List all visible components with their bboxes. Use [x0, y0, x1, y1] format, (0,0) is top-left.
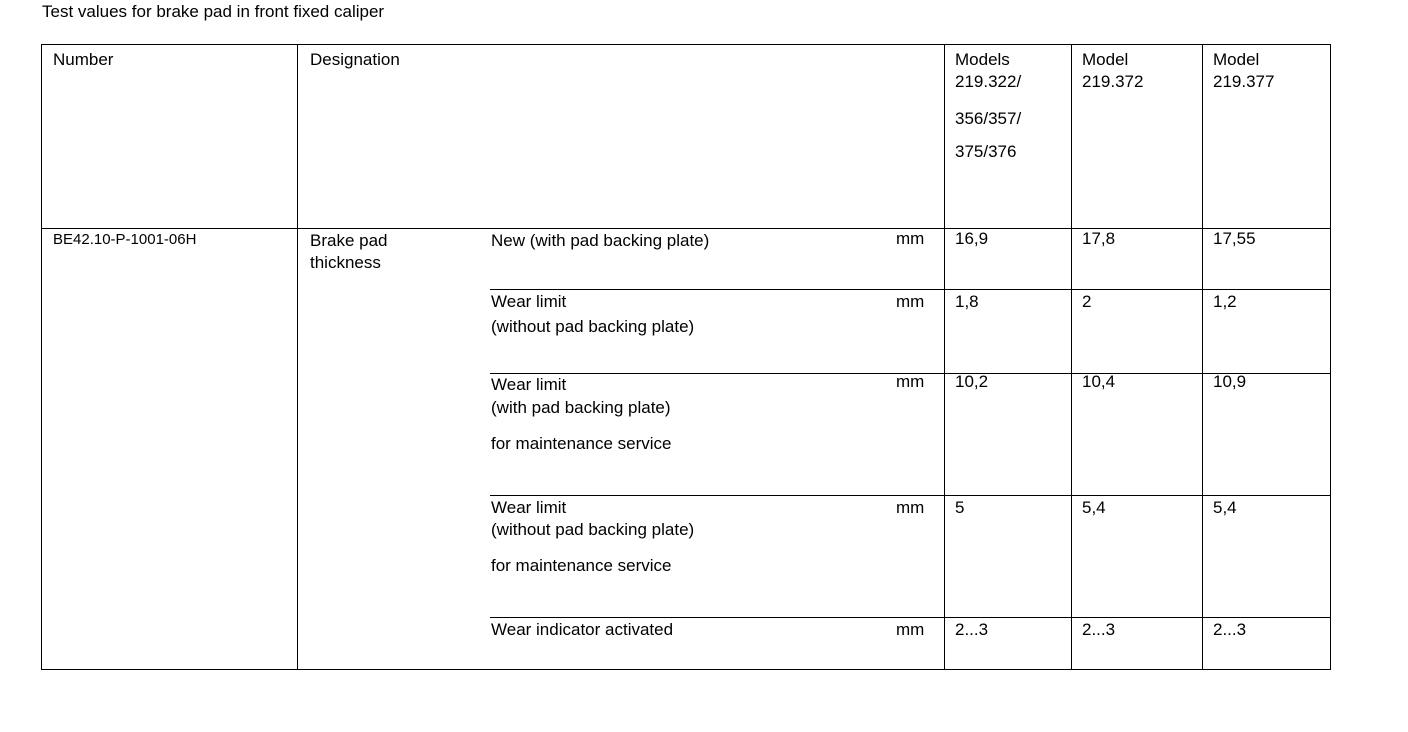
header-number: Number — [53, 50, 114, 69]
row-value-model-377: 2...3 — [1213, 620, 1247, 639]
row-unit: mm — [896, 498, 925, 517]
row-desc-line3: for maintenance service — [491, 556, 672, 575]
part-number: BE42.10-P-1001-06H — [53, 231, 197, 248]
row-desc-line1: Wear limit — [491, 498, 567, 517]
row-unit: mm — [896, 372, 925, 391]
row-desc-line3: for maintenance service — [491, 434, 672, 453]
row-value-model-377: 10,9 — [1213, 372, 1247, 391]
designation-line2: thickness — [310, 253, 381, 272]
header-designation: Designation — [310, 50, 400, 69]
row-value-model-377: 1,2 — [1213, 292, 1237, 311]
row-value-model-377: 5,4 — [1213, 498, 1237, 517]
header-model-372-line2: 219.372 — [1082, 72, 1144, 91]
header-model-372-line1: Model — [1082, 50, 1129, 69]
row-divider — [490, 617, 1331, 618]
row-value-models: 10,2 — [955, 372, 989, 391]
row-desc-line1: Wear limit — [491, 375, 567, 394]
row-value-models: 2...3 — [955, 620, 989, 639]
designation-line1: Brake pad — [310, 231, 388, 250]
header-models-line1: Models — [955, 50, 1010, 69]
table-border — [41, 44, 1331, 670]
row-value-models: 16,9 — [955, 229, 989, 248]
header-models-line4: 375/376 — [955, 142, 1017, 161]
header-models-line3: 356/357/ — [955, 109, 1022, 128]
row-desc-line2: (without pad backing plate) — [491, 520, 695, 539]
row-value-model-372: 2...3 — [1082, 620, 1116, 639]
col-divider-model-372 — [1202, 44, 1203, 670]
row-value-model-372: 10,4 — [1082, 372, 1116, 391]
row-unit: mm — [896, 620, 925, 639]
header-model-377-line1: Model — [1213, 50, 1260, 69]
row-desc-line1: New (with pad backing plate) — [491, 231, 710, 250]
row-value-model-372: 17,8 — [1082, 229, 1116, 248]
row-unit: mm — [896, 292, 925, 311]
row-desc-line1: Wear indicator activated — [491, 620, 674, 639]
page-title: Test values for brake pad in front fixed caliper — [42, 2, 385, 21]
col-divider-designation — [944, 44, 945, 670]
test-values-table — [41, 44, 1331, 670]
row-desc-line1: Wear limit — [491, 292, 567, 311]
row-value-models: 5 — [955, 498, 965, 517]
row-desc-line2: (without pad backing plate) — [491, 317, 695, 336]
row-value-models: 1,8 — [955, 292, 979, 311]
row-value-model-372: 2 — [1082, 292, 1092, 311]
col-divider-number — [297, 44, 298, 670]
row-desc-line2: (with pad backing plate) — [491, 398, 671, 417]
row-divider — [490, 495, 1331, 496]
header-model-377-line2: 219.377 — [1213, 72, 1275, 91]
row-divider — [490, 289, 1331, 290]
col-divider-models — [1071, 44, 1072, 670]
row-value-model-377: 17,55 — [1213, 229, 1256, 248]
header-models-line2: 219.322/ — [955, 72, 1022, 91]
header-divider — [41, 228, 1331, 229]
row-value-model-372: 5,4 — [1082, 498, 1106, 517]
row-unit: mm — [896, 229, 925, 248]
